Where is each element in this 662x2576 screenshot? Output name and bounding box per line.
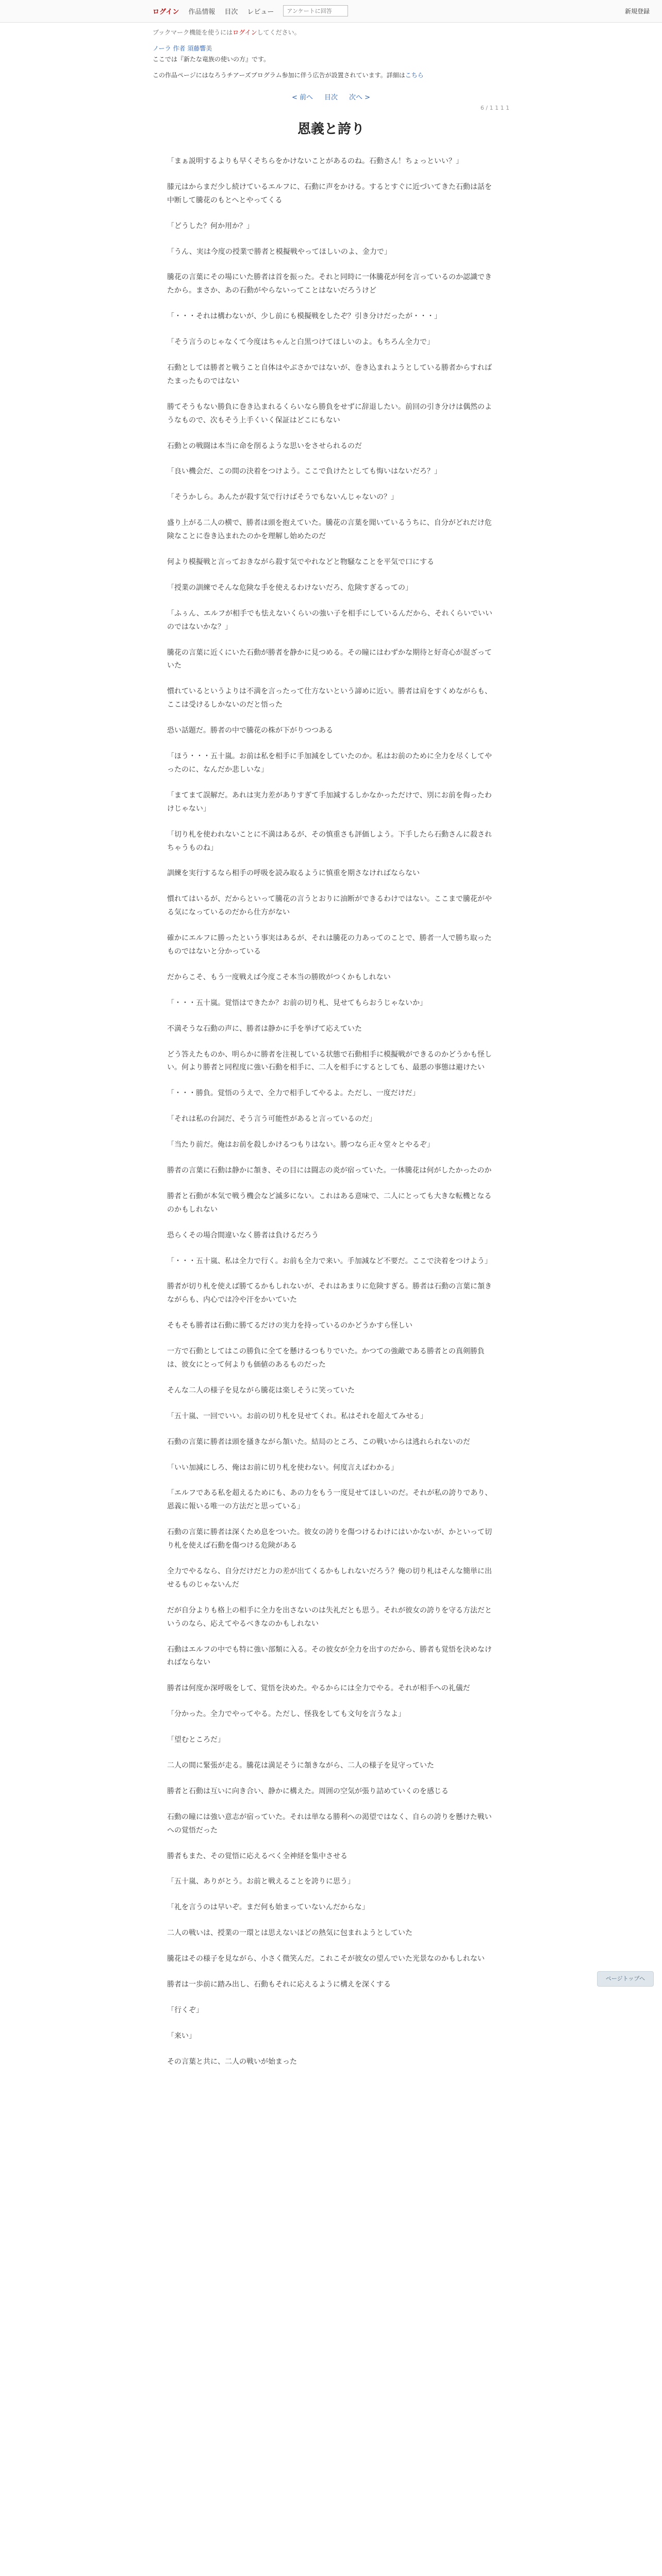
notice-text-before: ブックマーク機能を使うには [153,29,233,36]
novel-paragraph: だが自分よりも格上の相手に全力を出さないのは失礼だとも思う。それが彼女の誇りを守る方法だというのなら、応えてやるべきなのかもしれない [167,1606,492,1628]
novel-paragraph: 「五十嵐、ありがとう。お前と戦えることを誇りに思う」 [167,1877,355,1886]
novel-paragraph: 勝者が切り札を使えば勝てるかもしれないが、それはあまりに危険すぎる。勝者は石動の言葉に頷きながらも、内心では冷や汗をかいていた [167,1282,492,1304]
chapter-title: 恩義と誇り [297,122,365,137]
main-content [153,28,509,2081]
series-info [153,44,509,53]
page-number: 6 / 1 1 1 1 [480,105,509,111]
novel-paragraph: 「そうかしら。あんたが殺す気で行けばそうでもないんじゃないの？」 [167,493,398,502]
novel-paragraph: 慣れてはいるが、だからといって騰花の言うとおりに油断ができるわけではない。ここまで騰花がやる気になっているのだから仕方がない [167,895,492,917]
novel-paragraph: 騰花の言葉にその場にいた勝者は首を振った。それと同時に一体騰花が何を言っているのか認識できたから。まさか、あの石動がやらないってことはないだろうけど [167,273,492,295]
novel-paragraph: どう答えたものか、明らかに勝者を注視している状態で石動相手に模擬戦ができるのかどうかも怪しい。何より勝者と同程度に強い石動を相手に、二人を相手にするとしても、最悪の事態は避けたい [167,1050,492,1072]
notice-text-after: してください。 [257,29,301,36]
novel-paragraph: 「それは私の台詞だ、そう言う可能性があると言っているのだ」 [167,1115,376,1124]
novel-paragraph: 「行くぞ」 [167,2006,203,2014]
novel-paragraph: 「まぁ説明するよりも早くそちらをかけないことがあるのね。石動さん！ちょっといい？」 [167,157,463,165]
survey-input[interactable] [283,5,348,16]
novel-paragraph: 石動との戦闘は本当に命を削るような思いをさせられるのだ [167,442,362,450]
novel-paragraph: 「・・・五十嵐。覚悟はできたか？お前の切り札、見せてもらおうじゃないか」 [167,998,427,1007]
novel-paragraph: 「良い機会だ、この間の決着をつけよう。ここで負けたとしても悔いはないだろ？」 [167,467,441,476]
novel-paragraph: 慣れているというよりは不満を言ったって仕方ないという諦めに近い。勝者は肩をすくめながらも、ここは受けるしかないのだと悟った [167,687,492,709]
novel-paragraph: 勝者は何度か深呼吸をして、覚悟を決めた。やるからには全力でやる。それが相手への礼儀だ [167,1684,470,1693]
nav-link-toc[interactable]: 目次 [224,8,238,16]
novel-paragraph: 「来い」 [167,2031,196,2040]
top-bar [0,0,662,23]
novel-paragraph: 「切り札を使われないことに不満はあるが、その慎重さも評価しよう。下手したら石動さんに殺されちゃうものね」 [167,830,492,852]
novel-paragraph: 勝者の言葉に石動は静かに頷き、その目には闘志の炎が宿っていた。一体騰花は何がしたかったのか [167,1166,492,1175]
author-link[interactable]: 須藤響美 [187,45,212,52]
novel-paragraph: 「うん、実は今度の授業で勝者と模擬戦やってほしいのよ、金力で」 [167,247,391,256]
novel-paragraph: 「望むところだ」 [167,1736,225,1744]
novel-paragraph: 「どうした？何か用か？」 [167,222,254,230]
novel-paragraph: 「ほう・・・五十嵐。お前は私を相手に手加減をしていたのか。私はお前のために全力を尽くしてやったのに、なんだか悲しいな」 [167,752,492,774]
novel-paragraph: 一方で石動としてはこの勝負に全てを懸けるつもりでいた。かつての強敵である勝者との真剣勝負は、彼女にとって何よりも価値のあるものだった [167,1347,485,1369]
login-link[interactable]: ログイン [153,8,179,16]
ad-notice [153,71,509,79]
novel-paragraph: 確かにエルフに勝ったという事実はあるが、それは騰花の力あってのことで、勝者一人で勝ち取ったものではないと分かっている [167,934,492,956]
novel-paragraph: 「五十嵐、一回でいい。お前の切り札を見せてくれ。私はそれを超えてみせる」 [167,1412,427,1420]
novel-paragraph: 石動の言葉に勝者は頭を搔きながら頷いた。結局のところ、この戦いからは逃れられないのだ [167,1437,470,1446]
novel-paragraph: 訓練を実行するなら相手の呼吸を読み取るように慎重を期さなければならない [167,869,420,878]
novel-paragraph: 二人の間に緊張が走る。騰花は満足そうに頷きながら、二人の様子を見守っていた [167,1761,434,1770]
ad-notice-link[interactable]: こちら [405,72,424,79]
novel-paragraph: 全力でやるなら、自分だけだと力の差が出てくるかもしれないだろう？俺の切り札はそんな簡単に出せるものじゃないんだ [167,1567,492,1589]
novel-body [153,155,509,2069]
novel-paragraph: 不満そうな石動の声に、勝者は静かに手を挙げて応えていた [167,1024,362,1033]
novel-paragraph: 勝てそうもない勝負に巻き込まれるくらいなら勝負をせずに辞退したい。前回の引き分けは偶然のようなもので、次もそう上手くいく保証はどこにもない [167,402,492,425]
novel-paragraph: 勝者と石動は互いに向き合い、静かに構えた。周囲の空気が張り詰めていくのを感じる [167,1787,449,1795]
novel-paragraph: そんな二人の様子を見ながら騰花は楽しそうに笑っていた [167,1386,355,1395]
toc-link[interactable]: 目次 [324,94,338,101]
novel-paragraph: 「まてまて誤解だ。あれは実力差がありすぎて手加減するしかなかっただけで、別にお前を侮ったわけじゃない」 [167,791,492,813]
novel-paragraph: 騰花はその様子を見ながら、小さく微笑んだ。これこそが彼女の望んでいた光景なのかもしれない [167,1955,485,1963]
prev-link[interactable]: < 前へ [291,94,313,101]
series-label[interactable]: ノーラ 作者 [153,45,186,52]
nav-link-info[interactable]: 作品情報 [188,8,216,16]
pager [153,92,509,101]
novel-paragraph: 盛り上がる二人の横で、勝者は頭を抱えていた。騰花の言葉を聞いているうちに、自分がどれだけ危険なことに巻き込まれたのかを理解し始めたのだ [167,519,492,541]
novel-paragraph: 勝者は一歩前に踏み出し、石動もそれに応えるように構えを深くする [167,1980,391,1989]
novel-paragraph: 「分かった。全力でやってやる。ただし、怪我をしても文句を言うなよ」 [167,1710,405,1719]
novel-paragraph: 「エルフである私を超えるためにも、あの力をもう一度見せてほしいのだ。それが私の誇りであり、恩義に報いる唯一の方法だと思っている」 [167,1489,492,1511]
novel-paragraph: 二人の戦いは、授業の一環とは思えないほどの熱気に包まれようとしていた [167,1929,412,1938]
nav-link-review[interactable]: レビュー [247,8,274,16]
novel-paragraph: 「・・・五十嵐、私は全力で行く。お前も全力で来い。手加減など不要だ。ここで決着をつけよう」 [167,1257,492,1265]
top-nav [153,5,348,16]
page-top-button[interactable]: ページトップへ [597,1971,654,1987]
novel-paragraph: 恐い話題だ。勝者の中で騰花の株が下がりつつある [167,726,333,735]
novel-paragraph: 恐らくその場合間違いなく勝者は負けるだろう [167,1231,319,1240]
novel-paragraph: 「・・・それは構わないが、少し前にも模擬戦をしたぞ？引き分けだったが・・・」 [167,312,441,321]
novel-paragraph: 「当たり前だ。俺はお前を殺しかけるつもりはない。勝つなら正々堂々とやるぞ」 [167,1141,434,1149]
novel-paragraph: だからこそ、もう一度戦えば今度こそ本当の勝敗がつくかもしれない [167,973,391,981]
novel-paragraph: 石動の瞳には強い意志が宿っていた。それは単なる勝利への渇望ではなく、自らの誇りを懸けた戦いへの覚悟だった [167,1812,492,1835]
novel-paragraph: その言葉と共に、二人の戦いが始まった [167,2057,297,2066]
novel-paragraph: 勝者もまた、その覚悟に応えるべく全神経を集中させる [167,1852,347,1860]
novel-paragraph: 石動はエルフの中でも特に強い部類に入る。その彼女が全力を出すのだから、勝者も覚悟を決めなければならない [167,1645,492,1667]
novel-paragraph: 何より模擬戦と言っておきながら殺す気でやれなどと物騒なことを平気で口にする [167,558,434,567]
novel-paragraph: 「ふぅん、エルフが相手でも怯えないくらいの強い子を相手にしているんだから、それくらいでいいのではないかな？」 [167,609,492,631]
bookmark-notice [153,28,509,37]
ad-notice-text: この作品ページにはなろうチアーズプログラム参加に伴う広告が設置されています。詳細は [153,72,405,79]
novel-paragraph: 石動としては勝者と戦うこと自体はやぶさかではないが、巻き込まれようとしている勝者からすればたまったものではない [167,364,492,385]
notice-login-link[interactable]: ログイン [233,29,257,36]
next-link[interactable]: 次へ > [349,94,371,101]
novel-paragraph: 膝元はからまだ少し続けているエルフに、石動に声をかける。するとすぐに近づいてきた石動は話を中断して騰花のもとへとやってくる [167,182,492,205]
novel-paragraph: 「・・・勝負。覚悟のうえで、全力で相手してやるよ。ただし、一度だけだ」 [167,1089,420,1098]
subtitle-line: ここでは『新たな竜族の使いの方』です。 [153,56,270,63]
novel-paragraph: そもそも勝者は石動に勝てるだけの実力を持っているのかどうかすら怪しい [167,1321,412,1330]
novel-paragraph: 「そう言うのじゃなくて今度はちゃんと白黒つけてほしいのよ。もちろん全力で」 [167,338,434,347]
novel-paragraph: 騰花の言葉に近くにいた石動が勝者を静かに見つめる。その瞳にはわずかな期待と好奇心が混ざっていた [167,648,492,670]
novel-paragraph: 勝者と石動が本気で戦う機会など滅多にない。これはある意味で、二人にとっても大きな転機となるのかもしれない [167,1192,492,1214]
novel-paragraph: 「いい加減にしろ、俺はお前に切り札を使わない。何度言えばわかる」 [167,1463,398,1472]
novel-paragraph: 石動の言葉に勝者は深くため息をついた。彼女の誇りを傷つけるわけにはいかないが、かといって切り札を使えば石動を傷つける危険がある [167,1528,492,1550]
novel-paragraph: 「授業の訓練でそんな危険な手を使えるわけないだろ、危険すぎるっての」 [167,583,412,592]
register-link[interactable]: 新規登録 [624,8,650,15]
novel-paragraph: 「礼を言うのは早いぞ。まだ何も始まっていないんだからな」 [167,1903,369,1912]
